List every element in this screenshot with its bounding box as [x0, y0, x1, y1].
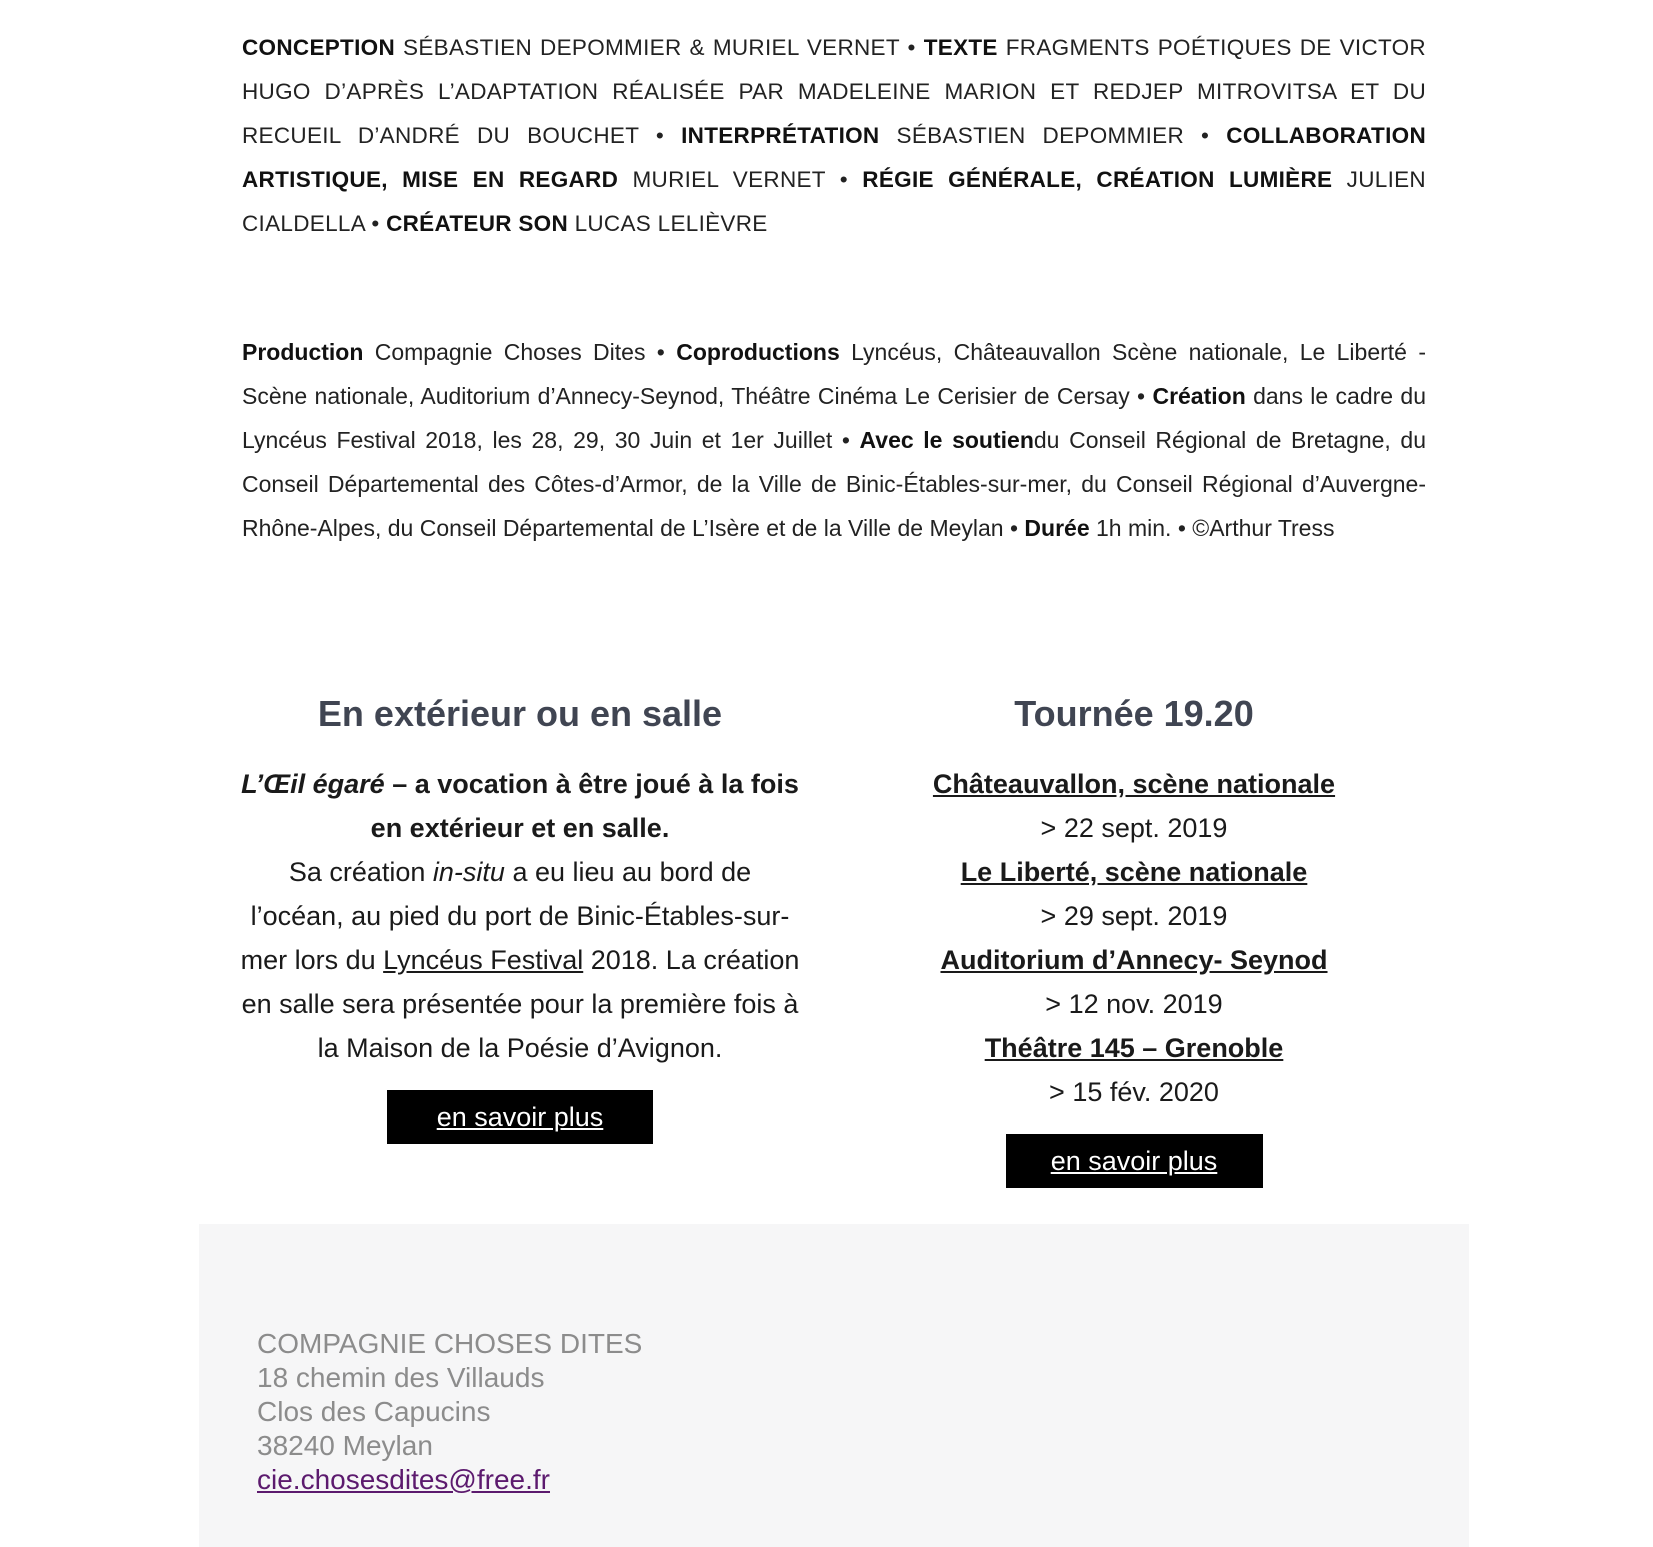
outdoor-body-text-2: a eu lieu au bord de l’océan, au pied du port de Binic-Étables-sur-mer lors du	[240, 857, 790, 975]
production-label: Production	[242, 339, 364, 365]
tour-venue[interactable]: Théâtre 145 – Grenoble	[984, 1033, 1284, 1063]
duree-value: 1h min. • ©Arthur Tress	[1089, 515, 1335, 541]
outdoor-body	[240, 850, 800, 1070]
tour-section	[854, 684, 1414, 1188]
credits-paragraph	[242, 26, 1426, 246]
regie-value: JULIEN CIALDELLA •	[242, 167, 1426, 236]
soutien-value: du Conseil Régional de Bretagne, du Conseil Départemental des Côtes-d’Armor, de la Ville de Binic-Étables-sur-mer, du Conseil Régional d’Auvergne-Rhône-Alpes, du Conseil Départemental de L’Isère et de la Ville de Meylan •	[242, 427, 1426, 541]
email-link[interactable]: cie.chosesdites@free.fr	[257, 1464, 550, 1495]
coproductions-label: Coproductions	[676, 339, 840, 365]
outdoor-more-button[interactable]: en savoir plus	[387, 1090, 653, 1144]
tour-more-button[interactable]: en savoir plus	[1006, 1134, 1263, 1188]
soutien-label: Avec le soutien	[859, 427, 1034, 453]
tour-date: > 22 sept. 2019	[1040, 813, 1228, 843]
address-street: 18 chemin des Villauds	[257, 1362, 545, 1393]
conception-value: SÉBASTIEN DEPOMMIER & MURIEL VERNET •	[395, 35, 924, 60]
son-value: LUCAS LELIÈVRE	[568, 211, 768, 236]
tour-heading: Tournée 19.20	[1014, 693, 1254, 734]
interpretation-value: SÉBASTIEN DEPOMMIER •	[879, 123, 1227, 148]
production-value: Compagnie Choses Dites •	[363, 339, 677, 365]
son-label: CRÉATEUR SON	[386, 211, 569, 236]
texte-value: FRAGMENTS POÉTIQUES DE VICTOR HUGO D’APRÈS L’ADAPTATION RÉALISÉE PAR MADELEINE MARION ET REDJEP MITROVITSA ET DU RECUEIL D’ANDRÉ DU BOUCHET •	[242, 35, 1426, 148]
tour-date: > 15 fév. 2020	[1049, 1077, 1219, 1107]
texte-label: TEXTE	[923, 35, 998, 60]
tour-venue[interactable]: Auditorium d’Annecy- Seynod	[940, 945, 1328, 975]
coproductions-value: Lyncéus, Châteauvallon Scène nationale, Le Liberté - Scène nationale, Auditorium d’Annecy-Seynod, Théâtre Cinéma Le Cerisier de Cersay •	[242, 339, 1426, 409]
show-title: L’Œil égaré	[241, 769, 385, 799]
conception-label: CONCEPTION	[242, 35, 396, 60]
creation-label: Création	[1152, 383, 1246, 409]
outdoor-section	[240, 684, 800, 1144]
outdoor-body-text-1: Sa création	[288, 857, 433, 887]
outdoor-lead-text: – a vocation à être joué à la fois en extérieur et en salle.	[370, 769, 799, 843]
tour-venue[interactable]: Le Liberté, scène nationale	[960, 857, 1308, 887]
regie-label: RÉGIE GÉNÉRALE, CRÉATION LUMIÈRE	[862, 167, 1333, 192]
company-name: COMPAGNIE CHOSES DITES	[257, 1328, 643, 1359]
collaboration-label: COLLABORATION ARTISTIQUE, MISE EN REGARD	[242, 123, 1427, 192]
creation-value: dans le cadre du Lyncéus Festival 2018, les 28, 29, 30 Juin et 1er Juillet •	[242, 383, 1427, 453]
duree-label: Durée	[1024, 515, 1090, 541]
production-paragraph	[242, 330, 1426, 550]
lynceus-festival-link[interactable]: Lyncéus Festival	[383, 945, 584, 975]
company-address	[257, 1327, 642, 1497]
tour-date: > 12 nov. 2019	[1045, 989, 1223, 1019]
outdoor-lead	[240, 762, 800, 850]
outdoor-heading: En extérieur ou en salle	[317, 693, 723, 734]
insitu-text: in-situ	[432, 857, 505, 887]
interpretation-label: INTERPRÉTATION	[681, 123, 880, 148]
tour-date: > 29 sept. 2019	[1040, 901, 1228, 931]
tour-venue[interactable]: Châteauvallon, scène nationale	[932, 769, 1336, 799]
address-place: Clos des Capucins	[257, 1396, 491, 1427]
collaboration-value: MURIEL VERNET •	[618, 167, 863, 192]
outdoor-body-text-3: 2018. La création en salle sera présentée pour la première fois à la Maison de la Poésie d’Avignon.	[241, 945, 800, 1063]
address-city: 38240 Meylan	[257, 1430, 433, 1461]
